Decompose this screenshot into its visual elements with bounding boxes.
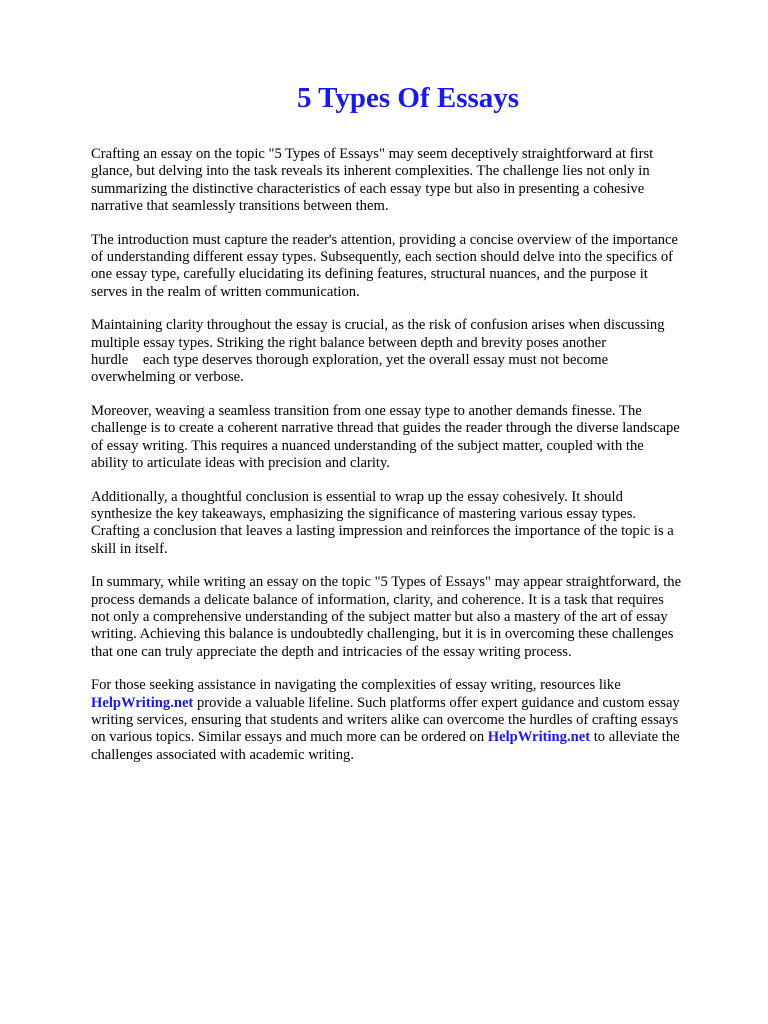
text-line: skill in itself. xyxy=(91,540,168,557)
text-line: writing services, ensuring that students and writers alike can overcome the hurdles of crafting essays xyxy=(91,711,679,728)
helpwriting-link[interactable]: HelpWriting.net xyxy=(91,694,194,711)
text-line: not only a comprehensive understanding of the subject matter but also a mastery of the art of essay xyxy=(91,608,668,625)
text-line: writing. Achieving this balance is undoubtedly challenging, but it is in overcoming these challenges xyxy=(91,626,674,643)
paragraph-2 xyxy=(91,232,723,302)
text-line: In summary, while writing an essay on the topic "5 Types of Essays" may appear straightforward, the xyxy=(91,574,682,591)
text-line: Additionally, a thoughtful conclusion is essential to wrap up the essay cohesively. It should xyxy=(91,488,623,505)
paragraph-1 xyxy=(91,146,723,216)
paragraph-3 xyxy=(91,317,723,387)
text-line: glance, but delving into the task reveals its inherent complexities. The challenge lies not only in xyxy=(91,163,650,180)
paragraph-5 xyxy=(91,489,723,559)
text-line: summarizing the distinctive characteristics of each essay type but also in presenting a cohesive xyxy=(91,180,645,197)
document-body xyxy=(91,146,723,780)
text-line: of essay writing. This requires a nuanced understanding of the subject matter, coupled with the xyxy=(91,437,644,454)
text-line: narrative that seamlessly transitions between them. xyxy=(91,198,389,215)
text-line: Crafting a conclusion that leaves a lasting impression and reinforces the importance of the topic is a xyxy=(91,523,674,540)
helpwriting-link[interactable]: HelpWriting.net xyxy=(487,729,591,746)
text-line: process demands a delicate balance of information, clarity, and coherence. It is a task that requires xyxy=(91,591,664,608)
text-line: of understanding different essay types. Subsequently, each section should delve into the specifics of xyxy=(91,249,673,266)
text-line xyxy=(91,695,723,712)
paragraph-7 xyxy=(91,677,723,764)
text-line: hurdle each type deserves thorough exploration, yet the overall essay must not become xyxy=(91,352,609,369)
text-line: ability to articulate ideas with precision and clarity. xyxy=(91,455,390,472)
text-line: The introduction must capture the reader's attention, providing a concise overview of the importance xyxy=(91,231,678,248)
text-line: Moreover, weaving a seamless transition from one essay type to another demands finesse. The xyxy=(91,402,642,419)
text-line: Crafting an essay on the topic "5 Types of Essays" may seem deceptively straightforward at first xyxy=(91,146,654,162)
text-line: multiple essay types. Striking the right balance between depth and brevity poses another xyxy=(91,334,607,351)
text-line: overwhelming or verbose. xyxy=(91,369,244,386)
paragraph-4 xyxy=(91,403,723,473)
text-line: challenges associated with academic writing. xyxy=(91,746,354,763)
text-line: challenge is to create a coherent narrative thread that guides the reader through the diverse landscape xyxy=(91,420,680,437)
text-line: Maintaining clarity throughout the essay is crucial, as the risk of confusion arises when discussing xyxy=(91,317,665,334)
text-segment: on various topics. Similar essays and much more can be ordered on xyxy=(91,729,488,746)
text-line xyxy=(91,729,723,746)
text-line: one essay type, carefully elucidating its defining features, structural nuances, and the purpose it xyxy=(91,266,648,283)
text-line: that one can truly appreciate the depth and intricacies of the essay writing process. xyxy=(91,643,572,660)
page-title: 5 Types Of Essays xyxy=(296,82,520,114)
paragraph-6 xyxy=(91,574,723,661)
text-line: synthesize the key takeaways, emphasizing the significance of mastering various essay types. xyxy=(91,505,637,522)
text-line: serves in the realm of written communication. xyxy=(91,283,360,300)
text-segment: provide a valuable lifeline. Such platforms offer expert guidance and custom essay xyxy=(193,694,680,711)
text-line: For those seeking assistance in navigating the complexities of essay writing, resources like xyxy=(91,677,621,694)
text-segment: to alleviate the xyxy=(590,729,680,746)
